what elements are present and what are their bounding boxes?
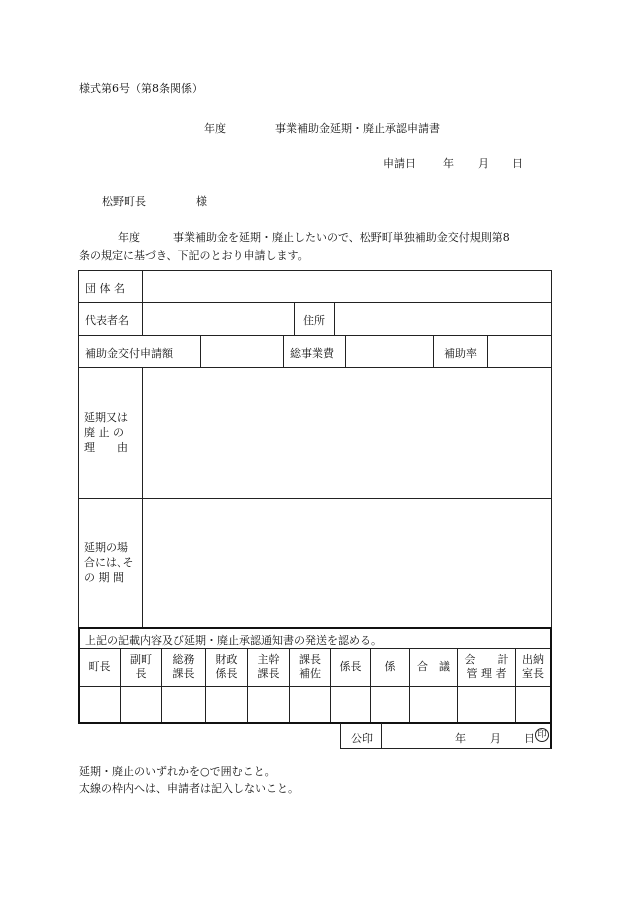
application-date-day: 日 bbox=[512, 157, 523, 170]
application-date-year: 年 bbox=[443, 157, 454, 170]
total-cost-field[interactable] bbox=[346, 336, 433, 367]
representative-label: 代表者名 bbox=[85, 314, 129, 327]
address-field[interactable] bbox=[335, 303, 550, 335]
approval-column-header: 会 計 管 理 者 bbox=[464, 653, 509, 680]
note-line: 太線の枠内へは、申請者は記入しないこと。 bbox=[79, 782, 299, 795]
title-year-label: 年度 bbox=[204, 122, 226, 135]
note-line: 延期・廃止のいずれかを○で囲むこと。 bbox=[79, 765, 276, 778]
seal-mark: 印 bbox=[535, 728, 549, 742]
page-title: 事業補助金延期・廃止承認申請書 bbox=[275, 122, 440, 135]
seal-date-day: 日 bbox=[524, 732, 535, 745]
approval-column-header: 係 bbox=[384, 660, 396, 673]
reason-field[interactable] bbox=[143, 368, 550, 498]
total-cost-label: 総事業費 bbox=[290, 347, 334, 360]
approval-column-header: 総務 課長 bbox=[172, 653, 195, 680]
organization-label: 団 体 名 bbox=[85, 282, 125, 295]
subsidy-amount-field[interactable] bbox=[201, 336, 283, 367]
approval-column-header: 課長 補佐 bbox=[299, 653, 321, 680]
reason-label-line: 延期又は bbox=[84, 411, 128, 424]
period-field[interactable] bbox=[143, 499, 550, 627]
period-label-line: の 期 間 bbox=[84, 571, 124, 584]
addressee-honorific: 様 bbox=[196, 195, 207, 208]
seal-label: 公印 bbox=[351, 732, 373, 745]
form-number: 様式第6号（第8条関係） bbox=[79, 82, 203, 95]
body-text-line2: 条の規定に基づき、下記のとおり申請します。 bbox=[79, 249, 309, 262]
subsidy-rate-label: 補助率 bbox=[444, 347, 477, 360]
subsidy-rate-field[interactable] bbox=[488, 336, 550, 367]
approval-column-header: 副町 長 bbox=[130, 653, 152, 680]
application-date-month: 月 bbox=[478, 157, 489, 170]
approval-column-header: 係長 bbox=[339, 660, 362, 673]
organization-field[interactable] bbox=[143, 271, 550, 302]
seal-date-year: 年 bbox=[455, 732, 466, 745]
approval-column-header: 出納 室長 bbox=[522, 653, 544, 680]
approval-statement: 上記の記載内容及び延期・廃止承認通知書の発送を認める。 bbox=[85, 634, 382, 647]
reason-label-line: 理 由 bbox=[84, 441, 128, 454]
seal-date-month: 月 bbox=[490, 732, 501, 745]
reason-label-line: 廃 止 の bbox=[84, 426, 124, 439]
application-date-label: 申請日 bbox=[383, 157, 416, 170]
approval-column-header: 町長 bbox=[88, 660, 111, 673]
representative-field[interactable] bbox=[143, 303, 294, 335]
period-label-line: 延期の場 bbox=[84, 541, 128, 554]
approval-column-header: 主幹 課長 bbox=[257, 653, 280, 680]
approval-column-header: 財政 係長 bbox=[215, 653, 238, 680]
addressee-name: 松野町長 bbox=[102, 195, 146, 208]
approval-column-header: 合 議 bbox=[417, 660, 450, 673]
subsidy-amount-label: 補助金交付申請額 bbox=[85, 347, 173, 360]
address-label: 住所 bbox=[303, 314, 325, 327]
period-label-line: 合には､そ bbox=[84, 556, 134, 569]
body-text-line1: 年度 事業補助金を延期・廃止したいので、松野町単独補助金交付規則第8 bbox=[118, 231, 510, 244]
